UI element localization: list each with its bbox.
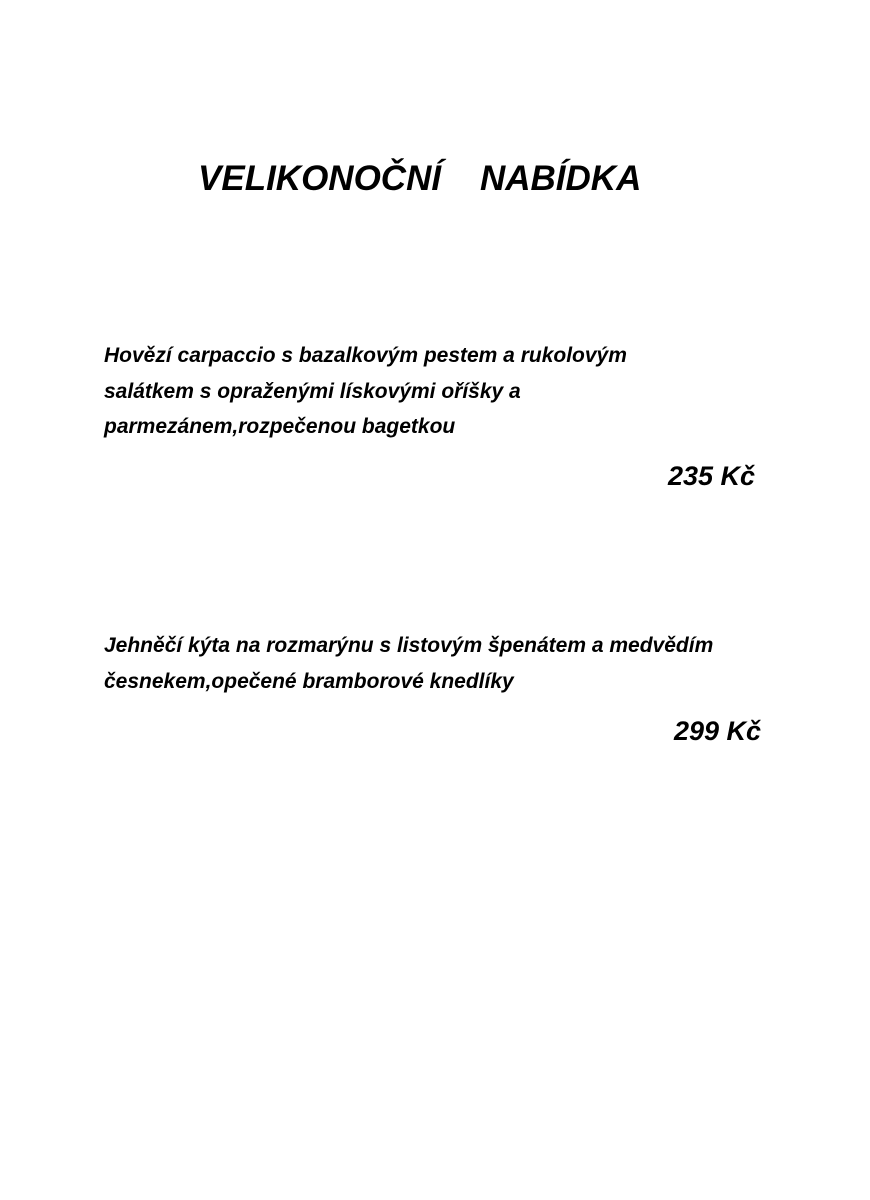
menu-title: VELIKONOČNÍ NABÍDKA: [198, 159, 642, 198]
menu-item-price: 235 Kč: [668, 461, 756, 491]
description-line: Hovězí carpaccio s bazalkovým pestem a rukolovým: [104, 344, 627, 367]
menu-item-description: [104, 628, 713, 699]
description-line: Jehněčí kýta na rozmarýnu s listovým špenátem a medvědím: [104, 634, 714, 657]
menu-item-description: [104, 338, 627, 445]
menu-item-price: 299 Kč: [674, 716, 762, 746]
description-line: parmezánem,rozpečenou bagetkou: [104, 415, 456, 438]
description-line: česnekem,opečené bramborové knedlíky: [104, 669, 514, 693]
description-line: salátkem s opraženými lískovými oříšky a: [104, 379, 521, 403]
